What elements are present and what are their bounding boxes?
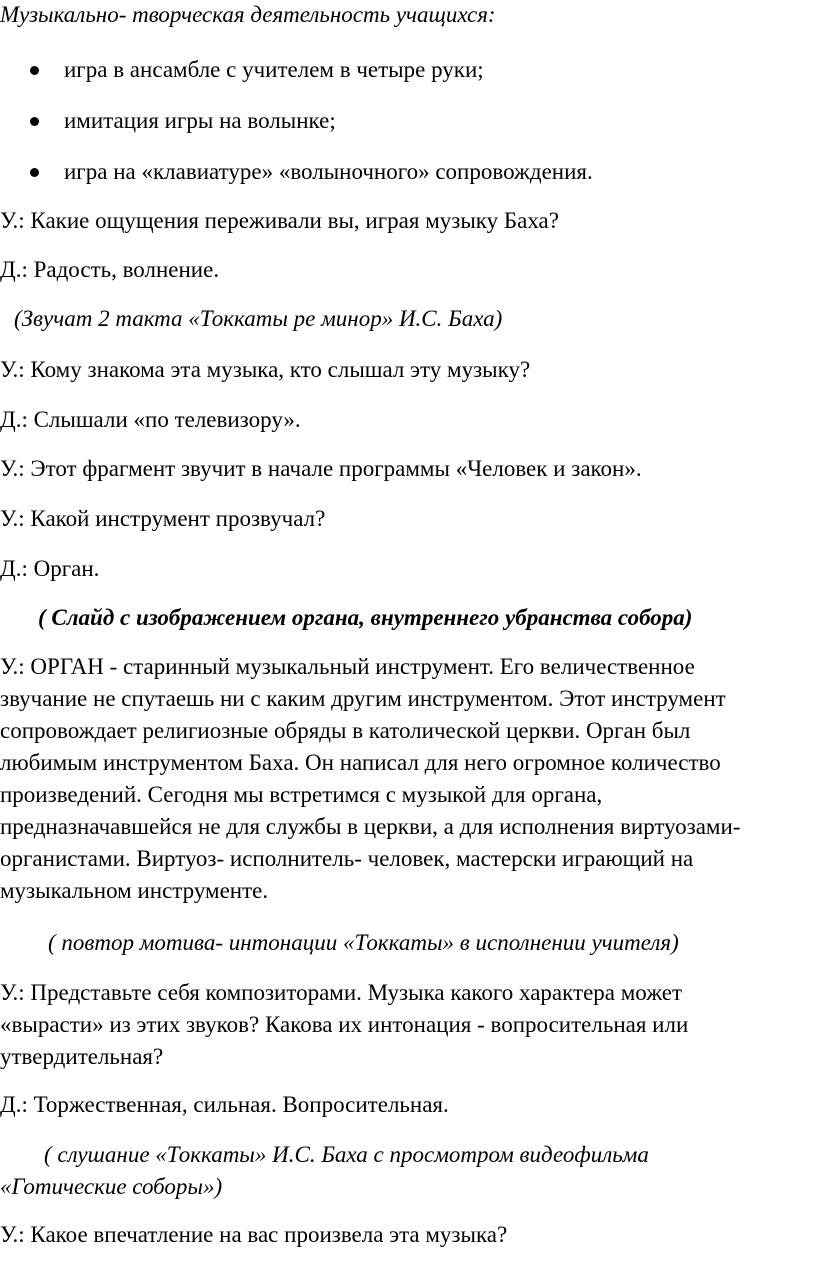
- teacher-question: У.: Какой инструмент прозвучал?: [0, 506, 326, 531]
- student-answer: Д.: Торжественная, сильная. Вопросительная.: [0, 1092, 449, 1117]
- paragraph-line: У.: ОРГАН - старинный музыкальный инструмент. Его величественное: [0, 654, 695, 679]
- bullet-icon: [30, 66, 39, 75]
- stage-note-line: «Готические соборы»): [0, 1174, 223, 1199]
- stage-note: ( повтор мотива- интонации «Токкаты» в исполнении учителя): [48, 930, 679, 955]
- paragraph-line: любимым инструментом Баха. Он написал для него огромное количество: [0, 750, 721, 775]
- organ-paragraph: [0, 651, 800, 907]
- teacher-statement: У.: Этот фрагмент звучит в начале программы «Человек и закон».: [0, 456, 642, 481]
- paragraph-line: сопровождает религиозные обряды в католической церкви. Орган был: [0, 718, 691, 743]
- stage-note-line: ( слушание «Токкаты» И.С. Баха с просмотром видеофильма: [44, 1142, 649, 1167]
- paragraph-line: У.: Представьте себя композиторами. Музыка какого характера может: [0, 980, 683, 1005]
- paragraph-line: «вырасти» из этих звуков? Какова их интонация - вопросительная или: [0, 1012, 689, 1037]
- stage-note: (Звучат 2 такта «Токкаты ре минор» И.С. Баха): [14, 306, 503, 331]
- paragraph-line: органистами. Виртуоз- исполнитель- человек, мастерски играющий на: [0, 846, 694, 871]
- paragraph-line: предназначавшейся не для службы в церкви, а для исполнения виртуозами-: [0, 814, 741, 839]
- student-answer: Д.: Орган.: [0, 556, 100, 581]
- section-heading: Музыкально- творческая деятельность учащихся:: [0, 2, 496, 27]
- bullet-text: игра в ансамбле с учителем в четыре руки;: [64, 57, 484, 82]
- paragraph-line: произведений. Сегодня мы встретимся с музыкой для органа,: [0, 782, 603, 807]
- teacher-question: У.: Какое впечатление на вас произвела эта музыка?: [0, 1222, 508, 1247]
- student-answer: Д.: Радость, волнение.: [0, 257, 220, 282]
- teacher-question: У.: Какие ощущения переживали вы, играя музыку Баха?: [0, 208, 559, 233]
- composer-paragraph: [0, 977, 800, 1073]
- stage-note-bold: ( Слайд с изображением органа, внутреннего убранства собора): [38, 605, 693, 630]
- student-answer: Д.: Слышали «по телевизору».: [0, 407, 301, 432]
- paragraph-line: музыкальном инструменте.: [0, 878, 269, 903]
- bullet-text: имитация игры на волынке;: [64, 108, 336, 133]
- bullet-icon: [30, 168, 39, 177]
- paragraph-line: утвердительная?: [0, 1044, 164, 1069]
- bullet-icon: [30, 117, 39, 126]
- paragraph-line: звучание не спутаешь ни с каким другим инструментом. Этот инструмент: [0, 686, 726, 711]
- teacher-question: У.: Кому знакома эта музыка, кто слышал эту музыку?: [0, 357, 531, 382]
- bullet-text: игра на «клавиатуре» «волыночного» сопровождения.: [64, 159, 593, 184]
